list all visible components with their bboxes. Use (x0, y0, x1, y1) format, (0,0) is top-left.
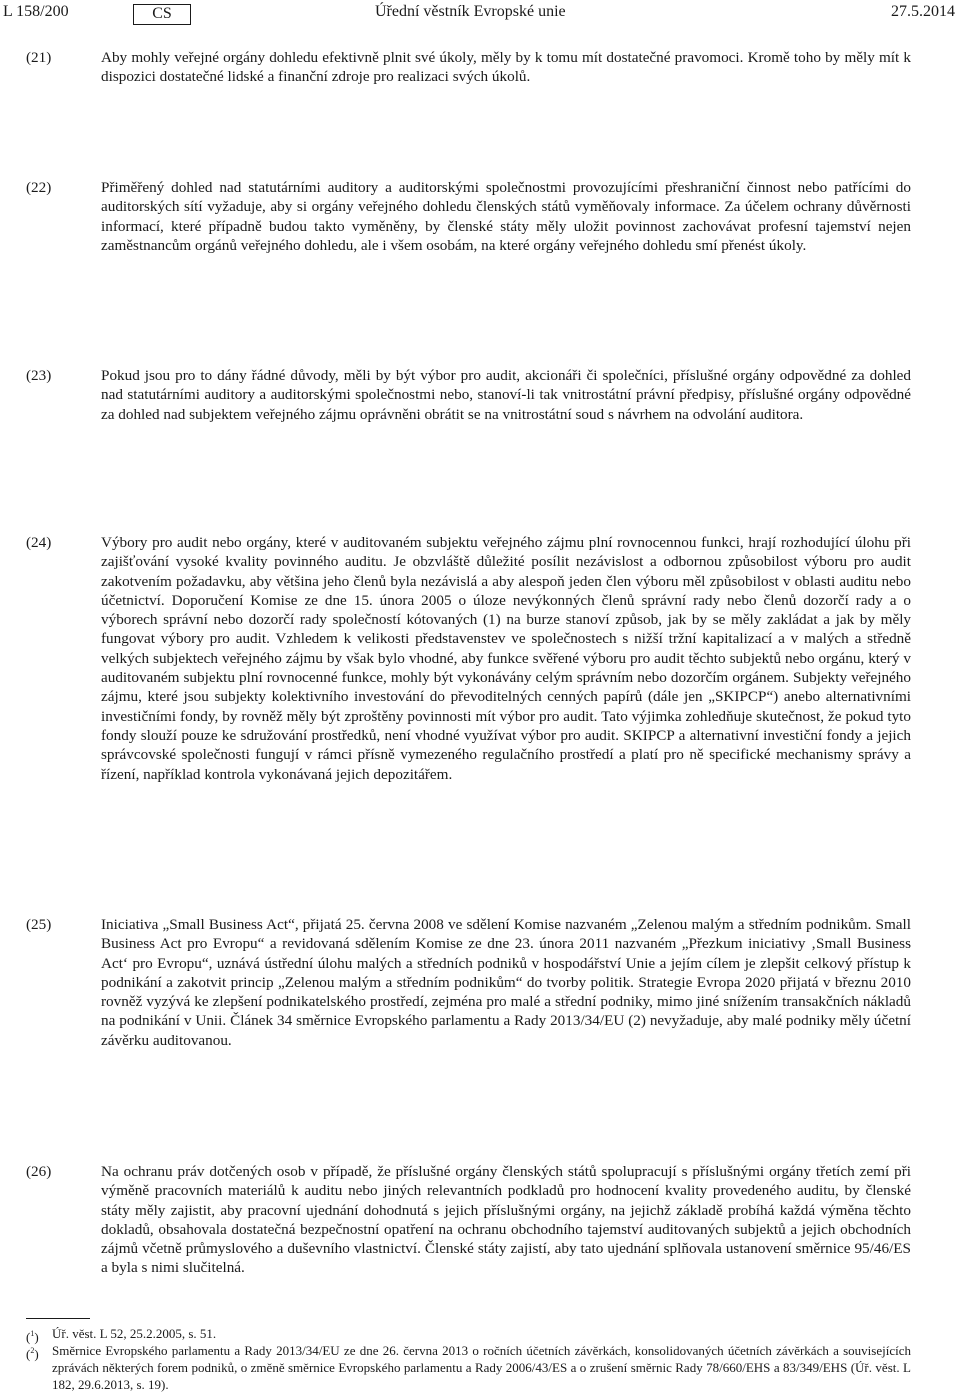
footnote-reference-label[interactable]: (2) (628, 1012, 646, 1030)
publication-date: 27.5.2014 (891, 3, 955, 20)
footnote-reference-2[interactable] (628, 1012, 646, 1029)
recital-text (101, 915, 911, 1050)
recital-text-part: Iniciativa „Small Business Act“, přijatá 25. června 2008 ve sdělení Komise nazvaném „Zelenou malým a středním podnikům. Small Business Act pro Evropu“ a revidovaná sdělením Komise ze dne 23. února 2011 nazvaném „Přezkum iniciativy ‚Small Business Act‘ pro Evropu“, uznává ústřední úlohu malých a středních podniků v hospodářství Unie a jejím cílem je zlepšit celkový přístup k podnikání a zakotvit princip „Zelenou malým a středním podnikům“ do tvorby politik. Strategie Evropa 2020 přijatá v březnu 2010 rovněž vyzývá ke zlepšení podnikatelského prostředí, zejména pro malé a střední podniky, mimo jiné snížením transakčních nákladů na podnikání v Unii. Článek 34 směrnice Evropského parlamentu a Rady 2013/34/EU (101, 916, 911, 1030)
recital-number: (25) (26, 916, 52, 933)
footnote-reference-1[interactable] (483, 611, 501, 628)
footnote-number: ($^1$) (26, 1329, 39, 1345)
footnote-number: ($^2$) (26, 1346, 39, 1362)
recital-number: (23) (26, 367, 52, 384)
recital-text: Na ochranu práv dotčených osob v případě, že příslušné orgány členských států spolupracují s příslušnými orgány třetích zemí při výměně pracovních materiálů k auditu nebo jiných relevantních podkladů pro hodnocení kvality provedeného auditu, by členské státy měly zajistit, aby pracovní ujednání dohodnutá s jejich příslušnými orgány, na jejichž základě probíhá každá výměna těchto dokladů, obsahovala dostatečná bezpečnostní opatření na ochranu obchodního tajemství auditovaných subjektů a jejich obchodních zájmů včetně průmyslového a duševního vlastnictví. Členské státy zajistí, aby tato ujednání splňovala ustanovení směrnice 95/46/ES a byla s nimi slučitelná. (101, 1163, 911, 1277)
recital-text: Pokud jsou pro to dány řádné důvody, měli by být výbor pro audit, akcionáři či společníci, příslušné orgány odpovědné za dohled nad statutárními auditory a auditorskými společnostmi nebo, stanoví-li tak vnitrostátní právní předpisy, příslušné orgány odpovědné za dohled nad subjektem veřejného zájmu oprávněni obrátit se na vnitrostátní soud s návrhem na odvolání auditora. (101, 367, 911, 423)
recital-number: (26) (26, 1163, 52, 1180)
recital-text: Přiměřený dohled nad statutárními auditory a auditorskými společnostmi provozujícími přeshraniční činnost nebo patřícími do auditorských sítí vyžaduje, aby si orgány veřejného dohledu členských států vyměňovaly informace. Za účelem ochrany důvěrnosti informací, které případně budou takto vyměněny, by členské státy měly uložit povinnost zachovávat profesní tajemství nejen zaměstnancům orgánů veřejného dohledu, ale i všem osobám, na které orgány veřejného dohledu smí přenést úkoly. (101, 179, 911, 254)
recital-number: (21) (26, 49, 52, 66)
footnote-divider (26, 1318, 90, 1319)
recital-number: (22) (26, 179, 52, 196)
recital-text-part: nevyžaduje, aby malé podniky měly účetní závěrku auditovanou. (101, 1012, 911, 1049)
recital-text (101, 533, 911, 784)
footnote-reference-label[interactable]: (1) (482, 611, 501, 629)
page-reference: L 158/200 (3, 3, 69, 20)
page-header (0, 3, 960, 27)
recital-number: (24) (26, 534, 52, 551)
recital-text: Aby mohly veřejné orgány dohledu efektivně plnit své úkoly, měly by k tomu mít dostatečné pravomoci. Kromě toho by měly mít k dispozici dostatečné lidské a finanční zdroje pro realizaci svých úkolů. (101, 49, 911, 86)
language-badge: CS (133, 4, 191, 25)
footnote-text: Směrnice Evropského parlamentu a Rady 2013/34/EU ze dne 26. června 2013 o ročních účetních závěrkách, konsolidovaných účetních závěrkách a souvisejících zprávách některých forem podniků, o změně směrnice Evropského parlamentu a Rady 2006/43/ES a o zrušení směrnic Rady 78/660/EHS a 83/349/EHS (Úř. věst. L 182, 29.6.2013, s. 19). (52, 1343, 911, 1392)
journal-title: Úřední věstník Evropské unie (375, 3, 566, 20)
recital-text-part: na burze stanoví způsob, jak by se měly zakládat a jak by měly fungovat výbory pro audit. Vzhledem k velikosti představenstev ve společnostech s nižší tržní kapitalizací a v malých a středně velkých subjektech veřejného zájmu by však bylo vhodné, aby funkce svěřené výboru pro audit těchto subjektů nebo orgánu, který v auditovaném subjektu plní rovnocenné funkce, mohly být vykonávány celým správním nebo dozorčím orgánem. Subjekty veřejného zájmu, které jsou subjekty kolektivního investování do převoditelných cenných papírů (dále jen „SKIPCP“) anebo alternativními investičními fondy, by rovněž měly být zproštěny povinnosti mít výbor pro audit. Tato výjimka zohledňuje skutečnost, že pokud tyto fondy slouží pouze ke sdružování prostředků, není vhodné využívat výbor pro audit. SKIPCP a alternativní investiční fondy a jejich správcovské společnosti fungují v rámci přísně vymezeného regulačního prostředí a platí pro ně specifické mechanismy správy a řízení, například kontrola vykonávaná jejich depozitářem. (101, 611, 912, 783)
recital-text-part: Výbory pro audit nebo orgány, které v auditovaném subjektu veřejného zájmu plní rovnocennou funkci, hrají rozhodující úlohu při zajišťování vysoké kvality povinného auditu. Je obzvláště důležité posílit nezávislost a odbornou způsobilost výboru pro audit zakotvením požadavku, aby většina jeho členů byla nezávislá a aby alespoň jeden člen výboru měl způsobilost v oblasti auditu nebo účetnictví. Doporučení Komise ze dne 15. února 2005 o úloze nevýkonných členů správní rady nebo členů dozorčí rady a o výborech správní nebo dozorčí rady společností kótovaných (101, 534, 911, 629)
footnote-text: Úř. věst. L 52, 25.2.2005, s. 51. (52, 1326, 217, 1341)
